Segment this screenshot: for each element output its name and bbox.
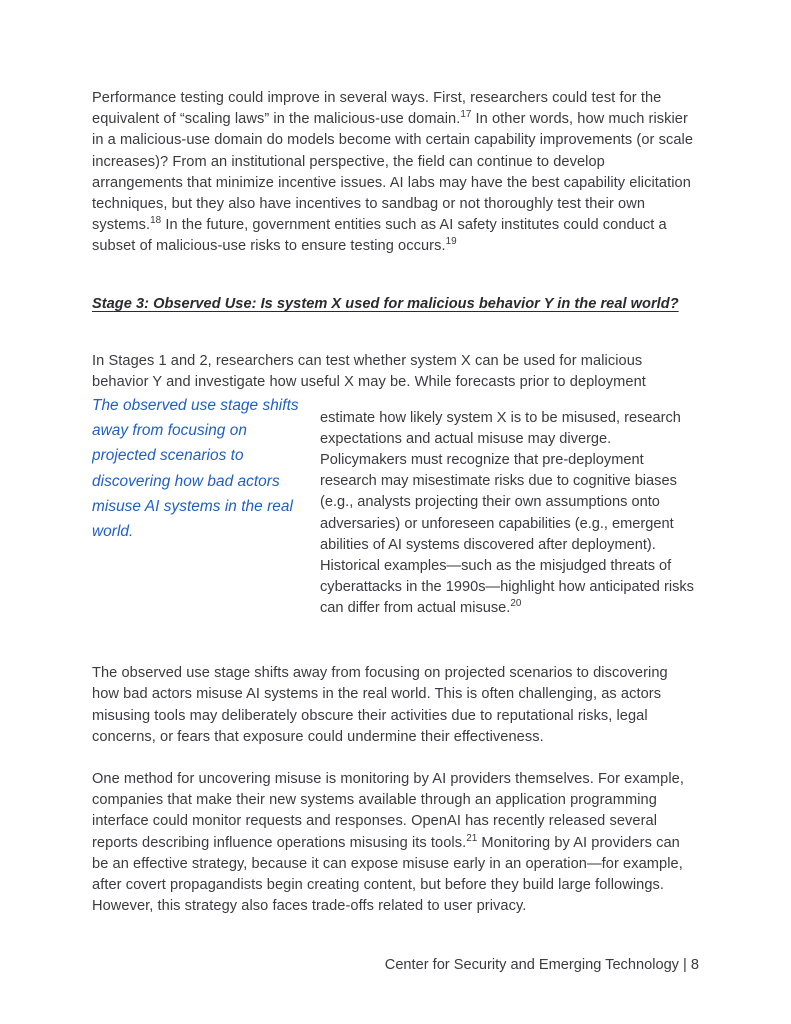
spacer bbox=[92, 634, 695, 663]
paragraph-text-segment: In the future, government entities such as AI safety institutes could conduct a subset of malicious-use risks to ensure testing occurs. bbox=[92, 217, 667, 255]
paragraph-stages-intro: In Stages 1 and 2, researchers can test whether system X can be used for malicious behavior Y and investigate how useful X may be. While forecasts prior to deployment bbox=[92, 352, 646, 390]
footnote-ref-21[interactable]: 21 bbox=[466, 832, 478, 844]
paragraph-text-segment: In other words, how much riskier in a malicious-use domain do models become with certain capability improvements (or scale increases)? From an institutional perspective, the field can continue to develop arrangements that minimize incentive issues. AI labs may have the best capability elicitation techniques, but they also have incentives to sandbag or not thoroughly test their own systems. bbox=[92, 111, 694, 234]
footnote-ref-17[interactable]: 17 bbox=[460, 109, 472, 121]
paragraph-wrapped-column bbox=[320, 408, 695, 620]
pull-quote-block bbox=[92, 393, 695, 634]
paragraph-text-segment: Monitoring by AI providers can be an effective strategy, because it can expose misuse early in an operation—for example, after covert propagandists begin creating content, but before they build large followings. However, this strategy also faces trade-offs related to user privacy. bbox=[92, 834, 683, 915]
page-content bbox=[92, 88, 695, 917]
heading-stage-3: Stage 3: Observed Use: Is system X used for malicious behavior Y in the real world? bbox=[92, 295, 679, 312]
paragraph-text-segment: One method for uncovering misuse is monitoring by AI providers themselves. For example, companies that make their new systems available through an application programming interface could monitor requests and responses. OpenAI has recently released several reports describing influence operations misusing its tools. bbox=[92, 771, 684, 851]
footnote-ref-20[interactable]: 20 bbox=[510, 598, 522, 610]
paragraph-monitoring-methods bbox=[92, 769, 695, 917]
paragraph-text-segment: estimate how likely system X is to be misused, research expectations and actual misuse may diverge. Policymakers must recognize that pre-deployment research may misestimate risks due to cognitive biases (e.g., analysts projecting their own assumptions onto adversaries) or unforeseen capabilities (e.g., emergent abilities of AI systems discovered after deployment). Historical examples—such as the misjudged threats of cyberattacks in the 1990s—highlight how anticipated risks can differ from actual misuse. bbox=[320, 409, 694, 617]
pull-quote: The observed use stage shifts away from focusing on projected scenarios to discovering how bad actors misuse AI systems in the real world. bbox=[92, 397, 299, 541]
spacer bbox=[92, 315, 695, 351]
footnote-ref-19[interactable]: 19 bbox=[445, 236, 457, 248]
paragraph-observed-use-stage: The observed use stage shifts away from focusing on projected scenarios to discovering how bad actors misuse AI systems in the real world. This is often challenging, as actors misusing tools may deliberately obscure their activities due to reputational risks, legal concerns, or fears that exposure could undermine their effectiveness. bbox=[92, 665, 668, 745]
footnote-ref-18[interactable]: 18 bbox=[150, 215, 162, 227]
page-footer: Center for Security and Emerging Technology | 8 bbox=[384, 957, 699, 973]
spacer bbox=[92, 258, 695, 294]
paragraph-text-segment: Performance testing could improve in several ways. First, researchers could test for the equivalent of “scaling laws” in the malicious-use domain. bbox=[92, 90, 662, 128]
paragraph-performance-testing bbox=[92, 88, 695, 258]
spacer bbox=[92, 748, 695, 769]
